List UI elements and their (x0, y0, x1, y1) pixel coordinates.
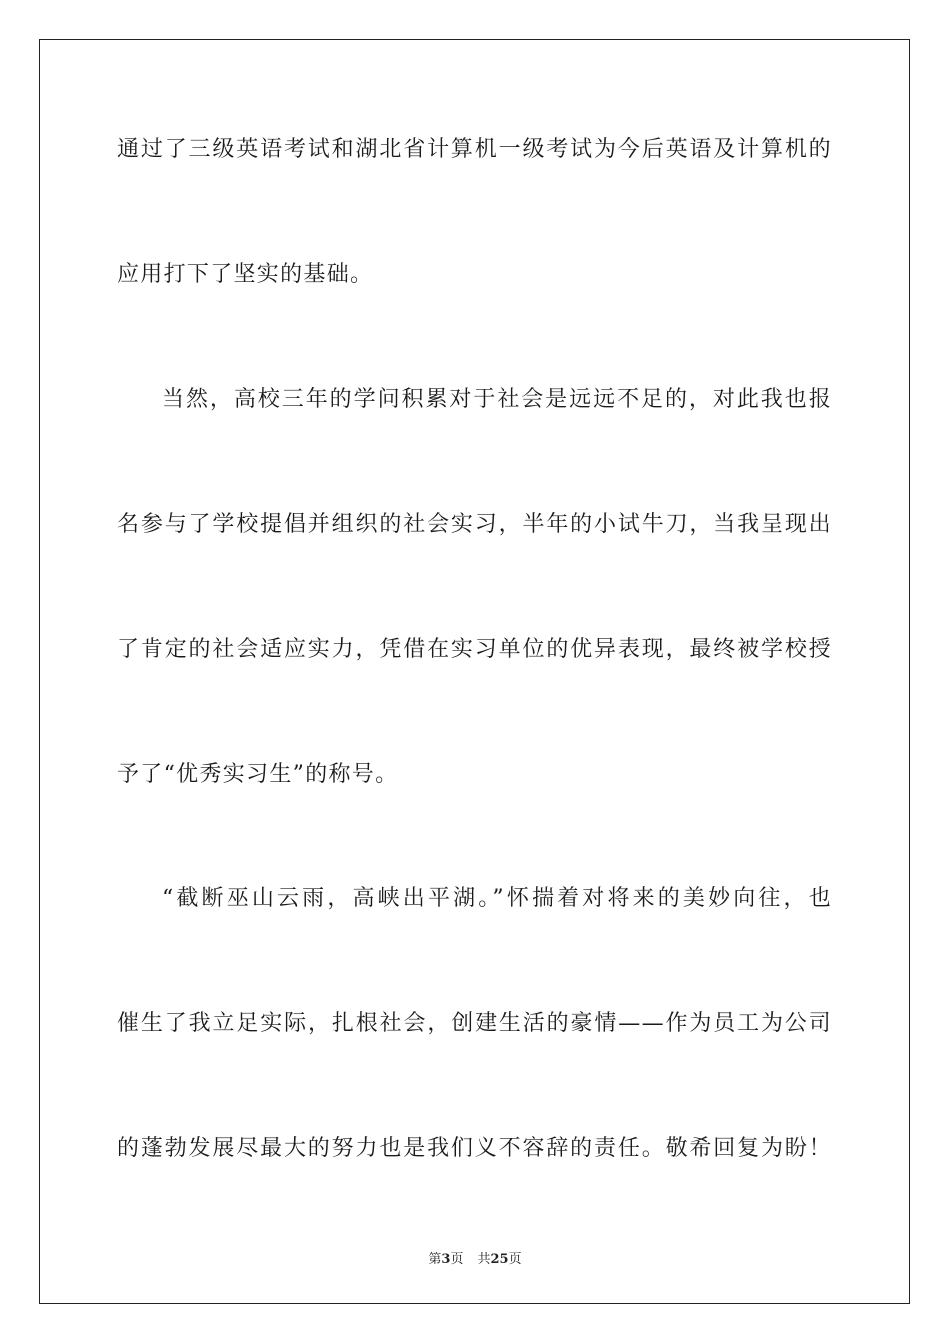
text-line-1: 通过了三级英语考试和湖北省计算机一级考试为今后英语及计算机的 (117, 137, 832, 162)
text-line-2: 应用打下了坚实的基础。 (117, 262, 374, 287)
text-line-9: 的蓬勃发展尽最大的努力也是我们义不容辞的责任。敬希回复为盼！ (117, 1136, 832, 1161)
total-pages: 25 (490, 1252, 509, 1267)
total-suffix: 页 (508, 1252, 522, 1267)
page-border (39, 39, 910, 1304)
text-line-4: 名参与了学校提倡并组织的社会实习，半年的小试牛刀，当我呈现出 (117, 512, 832, 537)
total-prefix: 共 (477, 1252, 491, 1267)
text-line-3: 当然，高校三年的学问积累对于社会是远远不足的，对此我也报 (162, 387, 832, 412)
text-line-8: 催生了我立足实际，扎根社会，创建生活的豪情——作为员工为公司 (117, 1011, 832, 1036)
text-line-5: 了肯定的社会适应实力，凭借在实习单位的优异表现，最终被学校授 (117, 637, 832, 662)
page-footer (0, 1248, 950, 1267)
page-suffix: 页 (450, 1252, 464, 1267)
text-line-6: 予了“优秀实习生”的称号。 (117, 762, 399, 787)
page-prefix: 第 (428, 1252, 442, 1267)
text-line-7: “截断巫山云雨，高峡出平湖。”怀揣着对将来的美妙向往，也 (162, 886, 832, 911)
page-number: 3 (441, 1252, 451, 1267)
